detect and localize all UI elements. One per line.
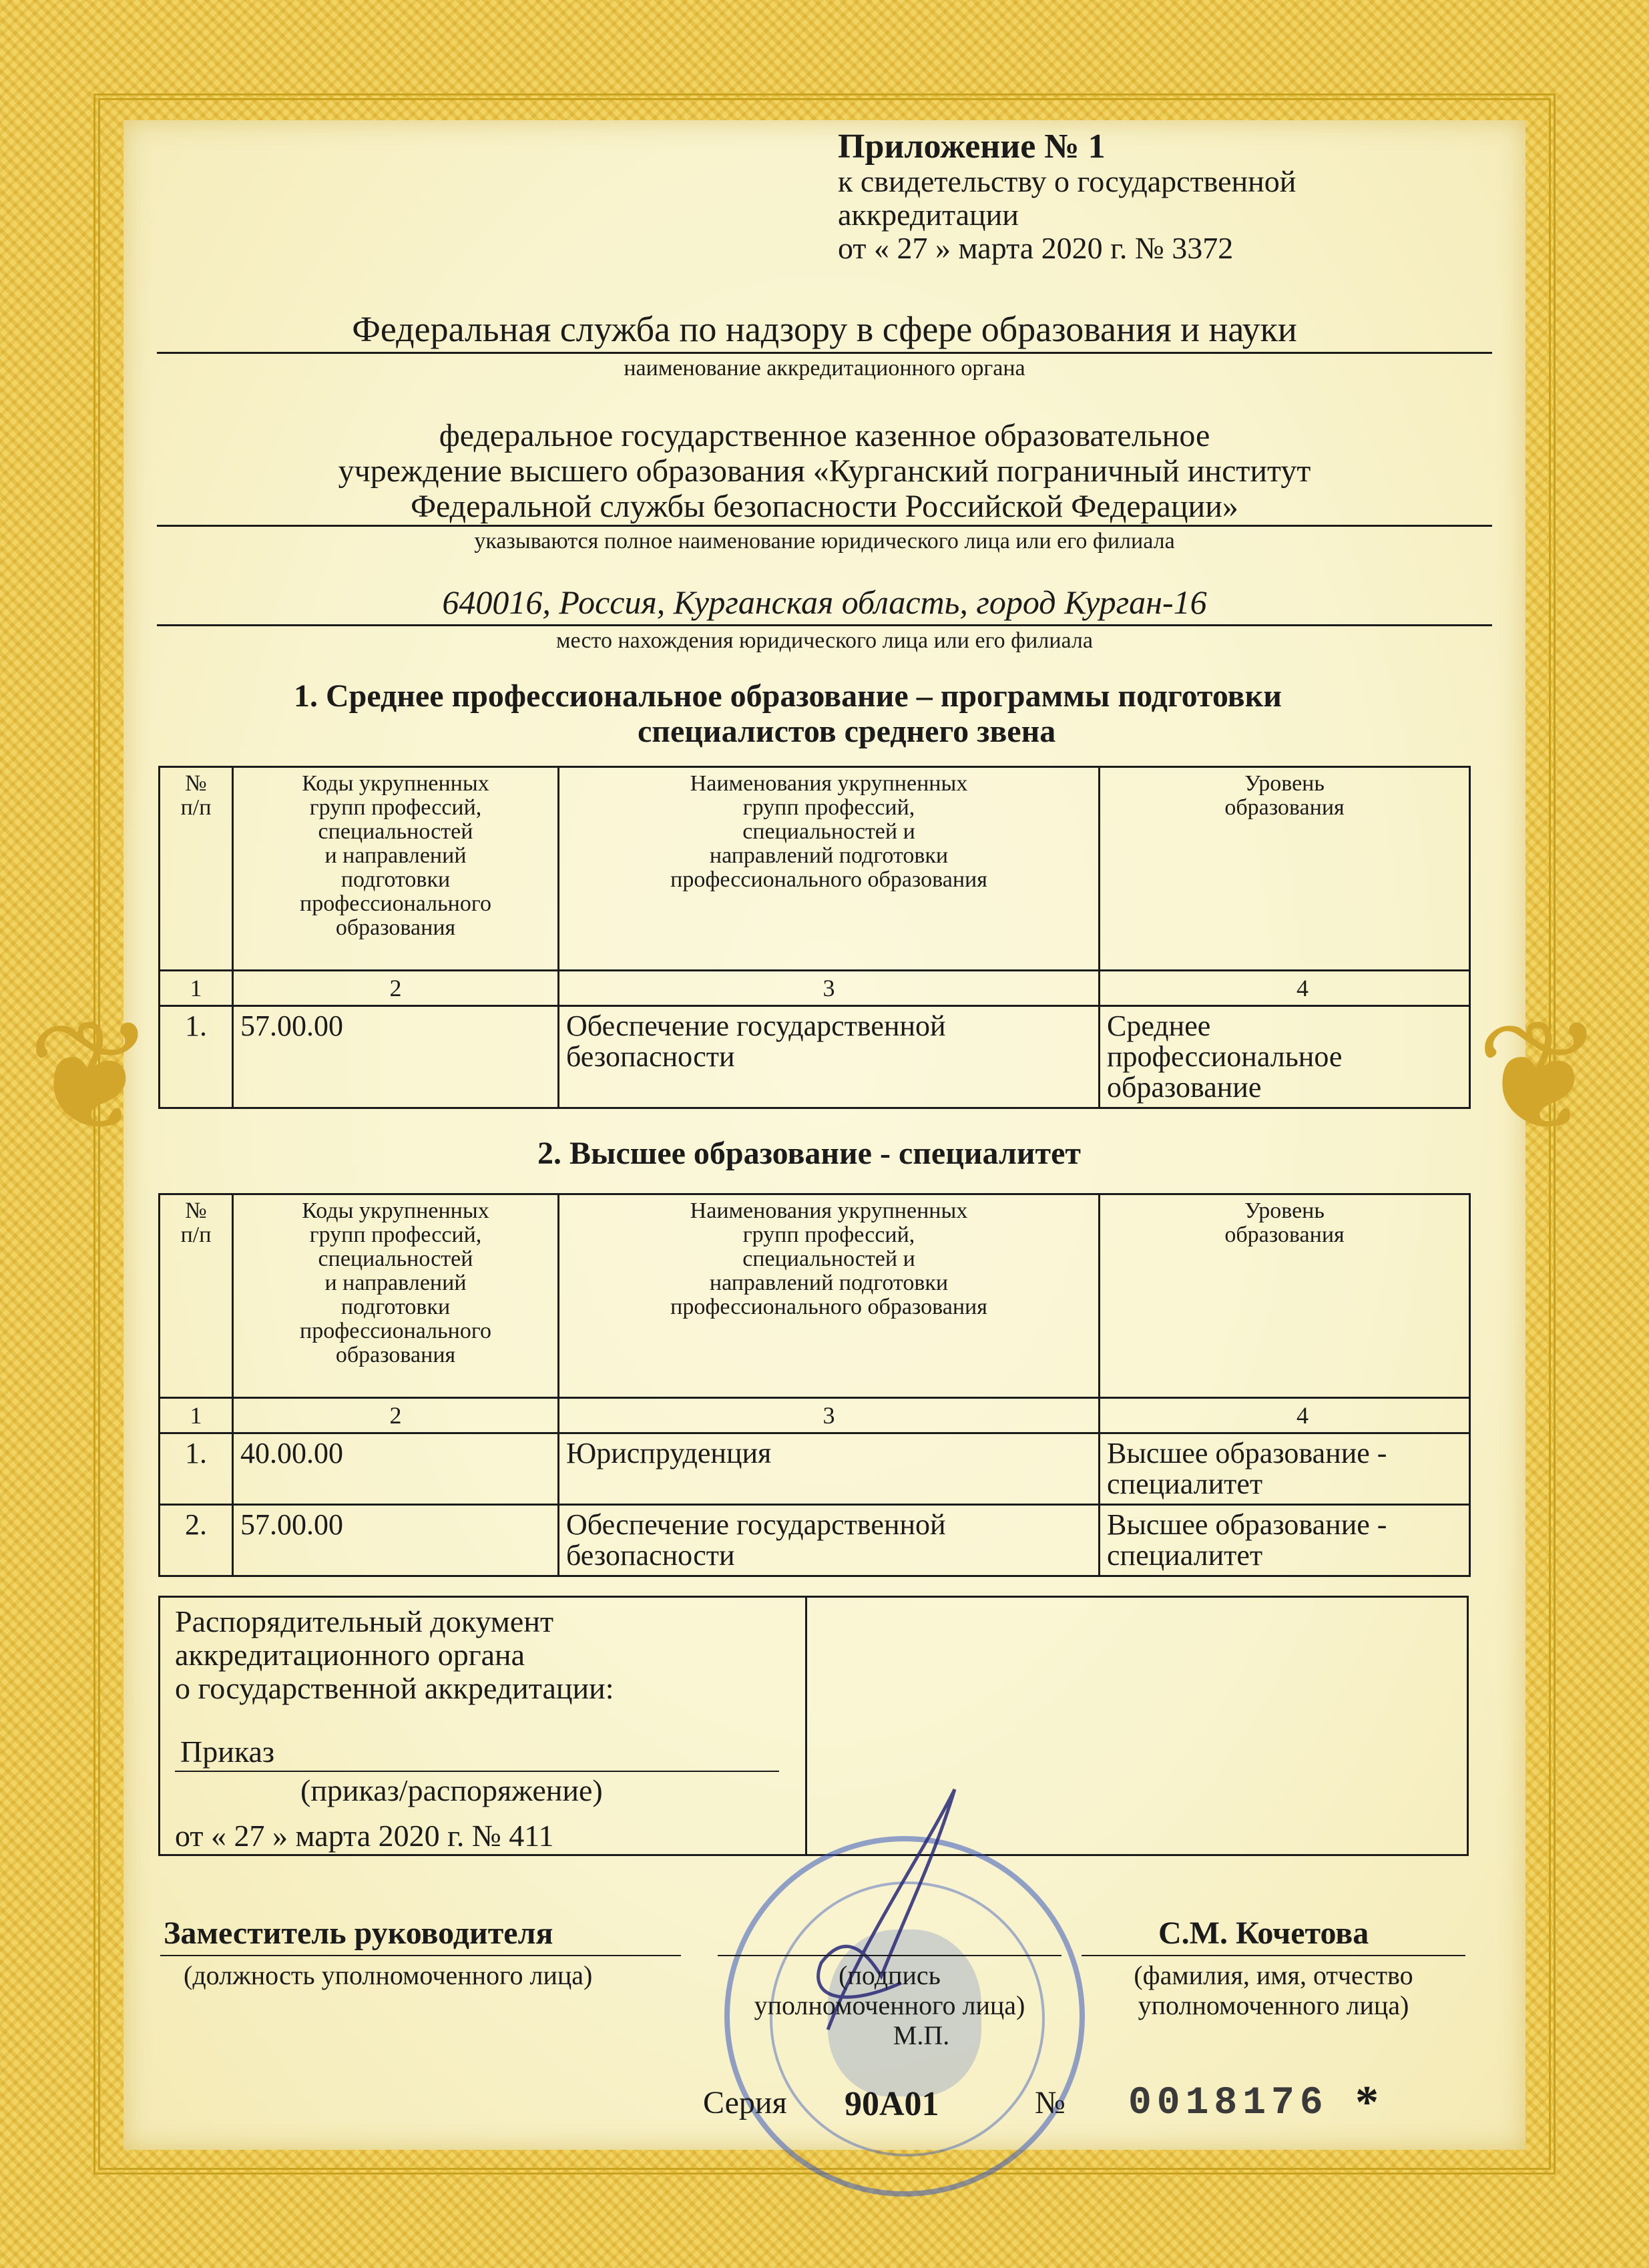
row-code: 57.00.00 — [233, 1006, 559, 1108]
authority-name: Федеральная служба по надзору в сфере образования и науки — [352, 309, 1297, 349]
section2-heading: 2. Высшее образование - специалитет — [537, 1136, 1082, 1171]
location-caption: место нахождения юридического лица или его филиала — [556, 628, 1093, 653]
header-names: Наименования укрупненных групп профессий, специальностей и направлений подготовки профессионального образования — [559, 1194, 1100, 1398]
institution-line2: учреждение высшего образования «Курганский пограничный институт — [338, 453, 1311, 489]
order-line2: аккредитационного органа — [175, 1638, 525, 1672]
appendix-line2: аккредитации — [838, 198, 1019, 232]
series-value: 90А01 — [845, 2085, 939, 2123]
header-codes: Коды укрупненных групп профессий, специальностей и направлений подготовки профессионального образования — [233, 1194, 559, 1398]
serial-mark-icon: * — [1355, 2077, 1379, 2128]
institution-caption: указываются полное наименование юридического лица или его филиала — [474, 529, 1175, 553]
table-row — [160, 1006, 1470, 1108]
table-header-row — [160, 1194, 1470, 1398]
number-label: № — [1035, 2085, 1066, 2120]
header-codes: Коды укрупненных групп профессий, специальностей и направлений подготовки профессионального образования — [233, 767, 559, 971]
name-caption-1: (фамилия, имя, отчество — [1134, 1960, 1413, 1990]
column-number: 4 — [1100, 1398, 1470, 1433]
row-num: 1. — [160, 1006, 233, 1108]
row-level: Среднее профессиональное образование — [1100, 1006, 1470, 1108]
table-number-row — [160, 971, 1470, 1006]
header-level: Уровень образования — [1100, 767, 1470, 971]
signature-caption-1: (подпись — [839, 1960, 941, 1990]
column-number: 2 — [233, 971, 559, 1006]
order-date: от « 27 » марта 2020 г. № 411 — [175, 1819, 554, 1853]
table-header-row — [160, 767, 1470, 971]
table-row — [160, 1433, 1470, 1505]
column-number: 1 — [160, 971, 233, 1006]
row-name: Юриспруденция — [559, 1433, 1100, 1505]
row-num: 2. — [160, 1505, 233, 1576]
order-line3: о государственной аккредитации: — [175, 1671, 614, 1705]
signatory-name: С.М. Кочетова — [1158, 1915, 1369, 1951]
right-ornament-icon: ❦ — [1475, 993, 1604, 1163]
order-doc-type-caption: (приказ/распоряжение) — [300, 1773, 603, 1807]
row-level: Высшее образование - специалитет — [1100, 1505, 1470, 1576]
column-number: 2 — [233, 1398, 559, 1433]
signature-underline — [718, 1955, 1062, 1956]
left-ornament-icon: ❦ — [27, 993, 156, 1163]
table-section2 — [158, 1193, 1471, 1577]
institution-line3: Федеральной службы безопасности Российской Федерации» — [411, 489, 1238, 524]
name-caption-2: уполномоченного лица) — [1138, 1990, 1409, 2020]
signature-caption-2: уполномоченного лица) — [754, 1990, 1025, 2020]
location-address: 640016, Россия, Курганская область, город Курган-16 — [442, 584, 1207, 621]
table-number-row — [160, 1398, 1470, 1433]
institution-underline — [157, 525, 1492, 527]
row-name: Обеспечение государственной безопасности — [559, 1505, 1100, 1576]
row-code: 40.00.00 — [233, 1433, 559, 1505]
order-doc-type: Приказ — [180, 1735, 275, 1769]
table-section1 — [158, 766, 1471, 1109]
section1-heading-line2: специалистов среднего звена — [638, 714, 1056, 749]
row-name: Обеспечение государственной безопасности — [559, 1006, 1100, 1108]
appendix-title: Приложение № 1 — [838, 128, 1106, 166]
position-underline — [160, 1955, 681, 1956]
serial-number: 0018176 — [1128, 2082, 1329, 2125]
column-number: 3 — [559, 971, 1100, 1006]
header-names: Наименования укрупненных групп профессий, специальностей и направлений подготовки профессионального образования — [559, 767, 1100, 971]
row-num: 1. — [160, 1433, 233, 1505]
header-level: Уровень образования — [1100, 1194, 1470, 1398]
column-number: 4 — [1100, 971, 1470, 1006]
order-line1: Распорядительный документ — [175, 1604, 554, 1638]
column-number: 3 — [559, 1398, 1100, 1433]
appendix-line1: к свидетельству о государственной — [838, 164, 1297, 198]
appendix-line3: от « 27 » марта 2020 г. № 3372 — [838, 231, 1234, 265]
column-number: 1 — [160, 1398, 233, 1433]
location-underline — [157, 624, 1492, 626]
signatory-position: Заместитель руководителя — [164, 1915, 553, 1951]
authority-caption: наименование аккредитационного органа — [624, 356, 1025, 381]
authority-underline — [157, 352, 1492, 354]
name-underline — [1082, 1955, 1465, 1956]
position-caption: (должность уполномоченного лица) — [184, 1960, 593, 1990]
row-code: 57.00.00 — [233, 1505, 559, 1576]
row-level: Высшее образование - специалитет — [1100, 1433, 1470, 1505]
header-num: № п/п — [160, 767, 233, 971]
series-label: Серия — [703, 2085, 787, 2120]
section1-heading-line1: 1. Среднее профессиональное образование – программы подготовки — [294, 678, 1282, 714]
header-num: № п/п — [160, 1194, 233, 1398]
order-doc-type-underline — [175, 1771, 779, 1772]
table-row — [160, 1505, 1470, 1576]
seal-label: М.П. — [893, 2020, 950, 2050]
institution-line1: федеральное государственное казенное образовательное — [439, 418, 1210, 453]
